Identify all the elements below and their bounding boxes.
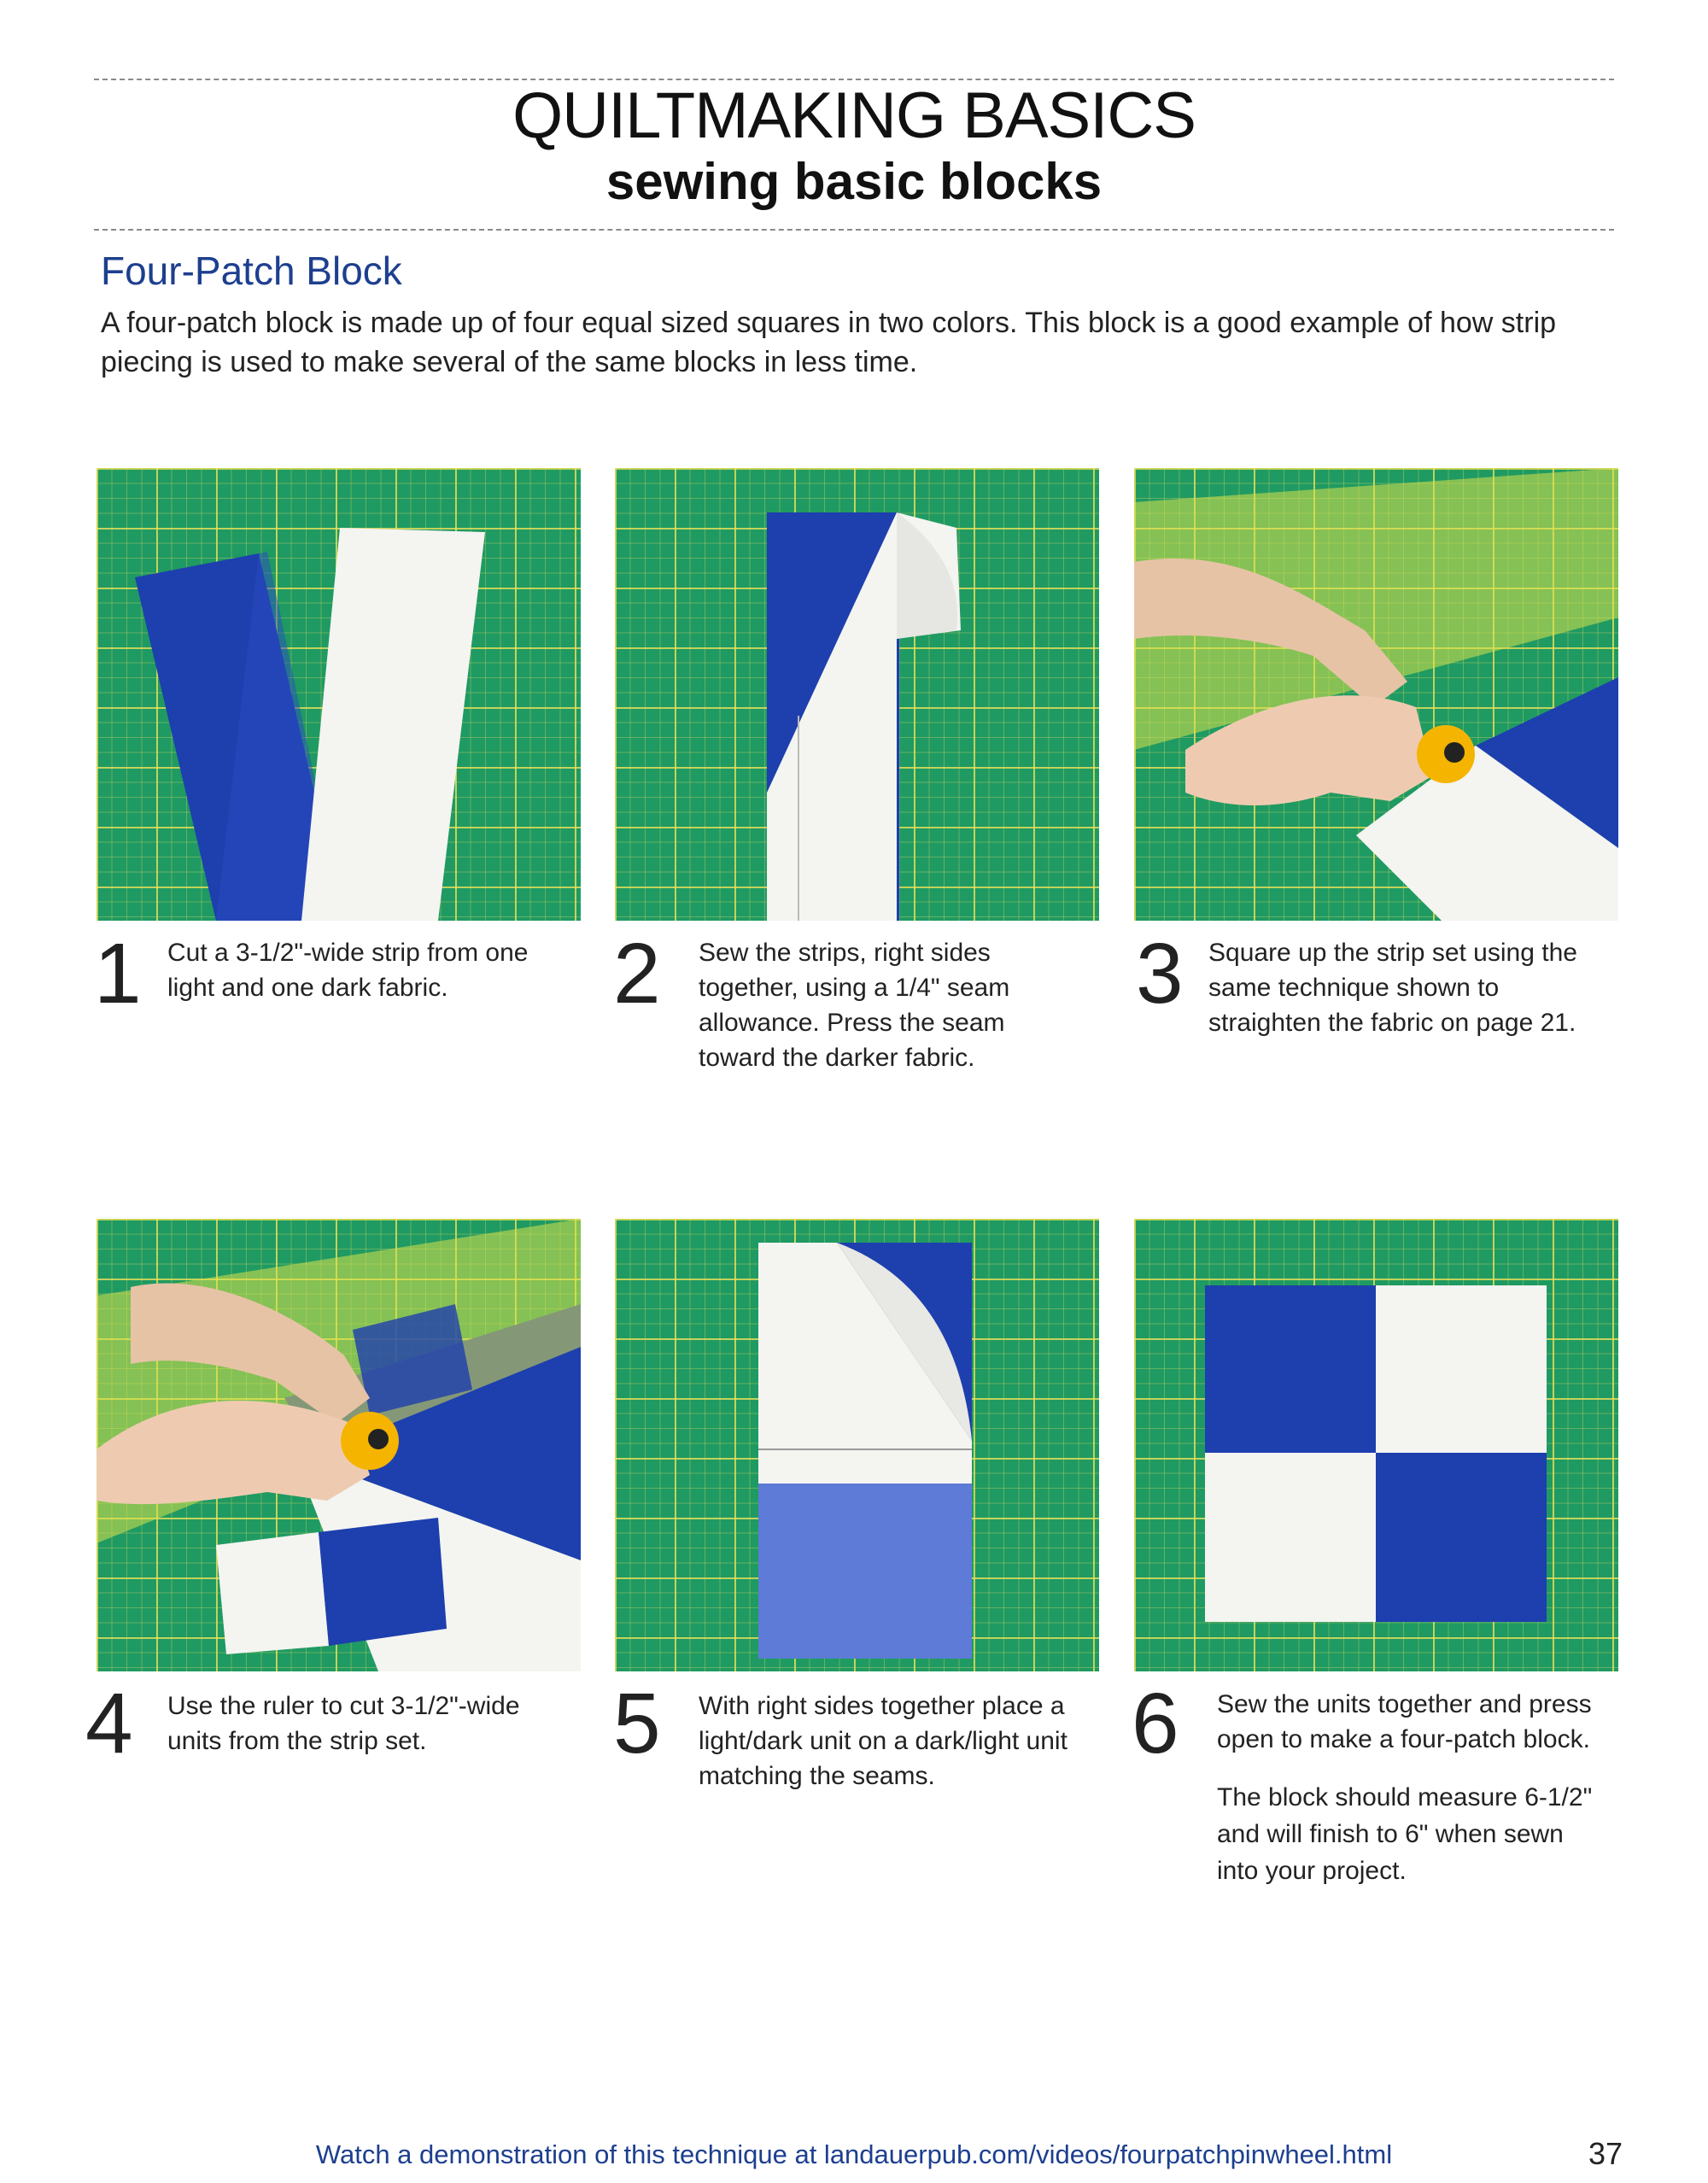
step-5-text: With right sides together place a light/dark unit on a dark/light unit matching the seams. [699,1692,1068,1790]
step-6-note: The block should measure 6-1/2" and will finish to 6" when sewn into your project. [1217,1783,1593,1885]
section-intro: A four-patch block is made up of four equal sized squares in two colors. This block is a good example of how strip piecing is used to make several of the same blocks in less time. [101,307,1557,378]
step-2-text: Sew the strips, right sides together, using a 1/4" seam allowance. Press the seam toward the darker fabric. [699,939,1010,1072]
step-6-text: Sew the units together and press open to make a four-patch block. [1217,1690,1592,1753]
header-divider [94,229,1614,231]
step-6-number: 6 [1132,1676,1179,1771]
footer-link-text[interactable]: Watch a demonstration of this technique at landauerpub.com/videos/fourpatchpinwheel.html [315,2139,1393,2169]
step-2-illustration [615,468,1099,921]
step-1-text: Cut a 3-1/2"-wide strip from one light and one dark fabric. [167,939,529,1002]
step-4-illustration [97,1219,581,1671]
step-1-number: 1 [94,926,142,1021]
section-title: Four-Patch Block [101,249,402,293]
step-3-photo [1134,468,1618,921]
step-1-illustration [97,468,581,921]
step-4-number: 4 [85,1676,133,1771]
step-5-photo [615,1219,1099,1671]
step-3-illustration [1134,468,1618,921]
step-4-photo [97,1219,581,1671]
step-1-photo [97,468,581,921]
step-3-number: 3 [1136,926,1184,1021]
step-4-text: Use the ruler to cut 3-1/2"-wide units from the strip set. [167,1692,520,1755]
step-6-illustration [1134,1219,1618,1671]
step-5-number: 5 [613,1676,661,1771]
page-subtitle: sewing basic blocks [605,153,1103,210]
step-3-text: Square up the strip set using the same technique shown to straighten the fabric on page 21. [1208,939,1577,1037]
step-5-illustration [615,1219,1099,1671]
step-6-photo [1134,1219,1618,1671]
page-number: 37 [1588,2136,1623,2171]
step-2-number: 2 [613,926,661,1021]
step-2-photo [615,468,1099,921]
page-title: QUILTMAKING BASICS [512,79,1196,152]
